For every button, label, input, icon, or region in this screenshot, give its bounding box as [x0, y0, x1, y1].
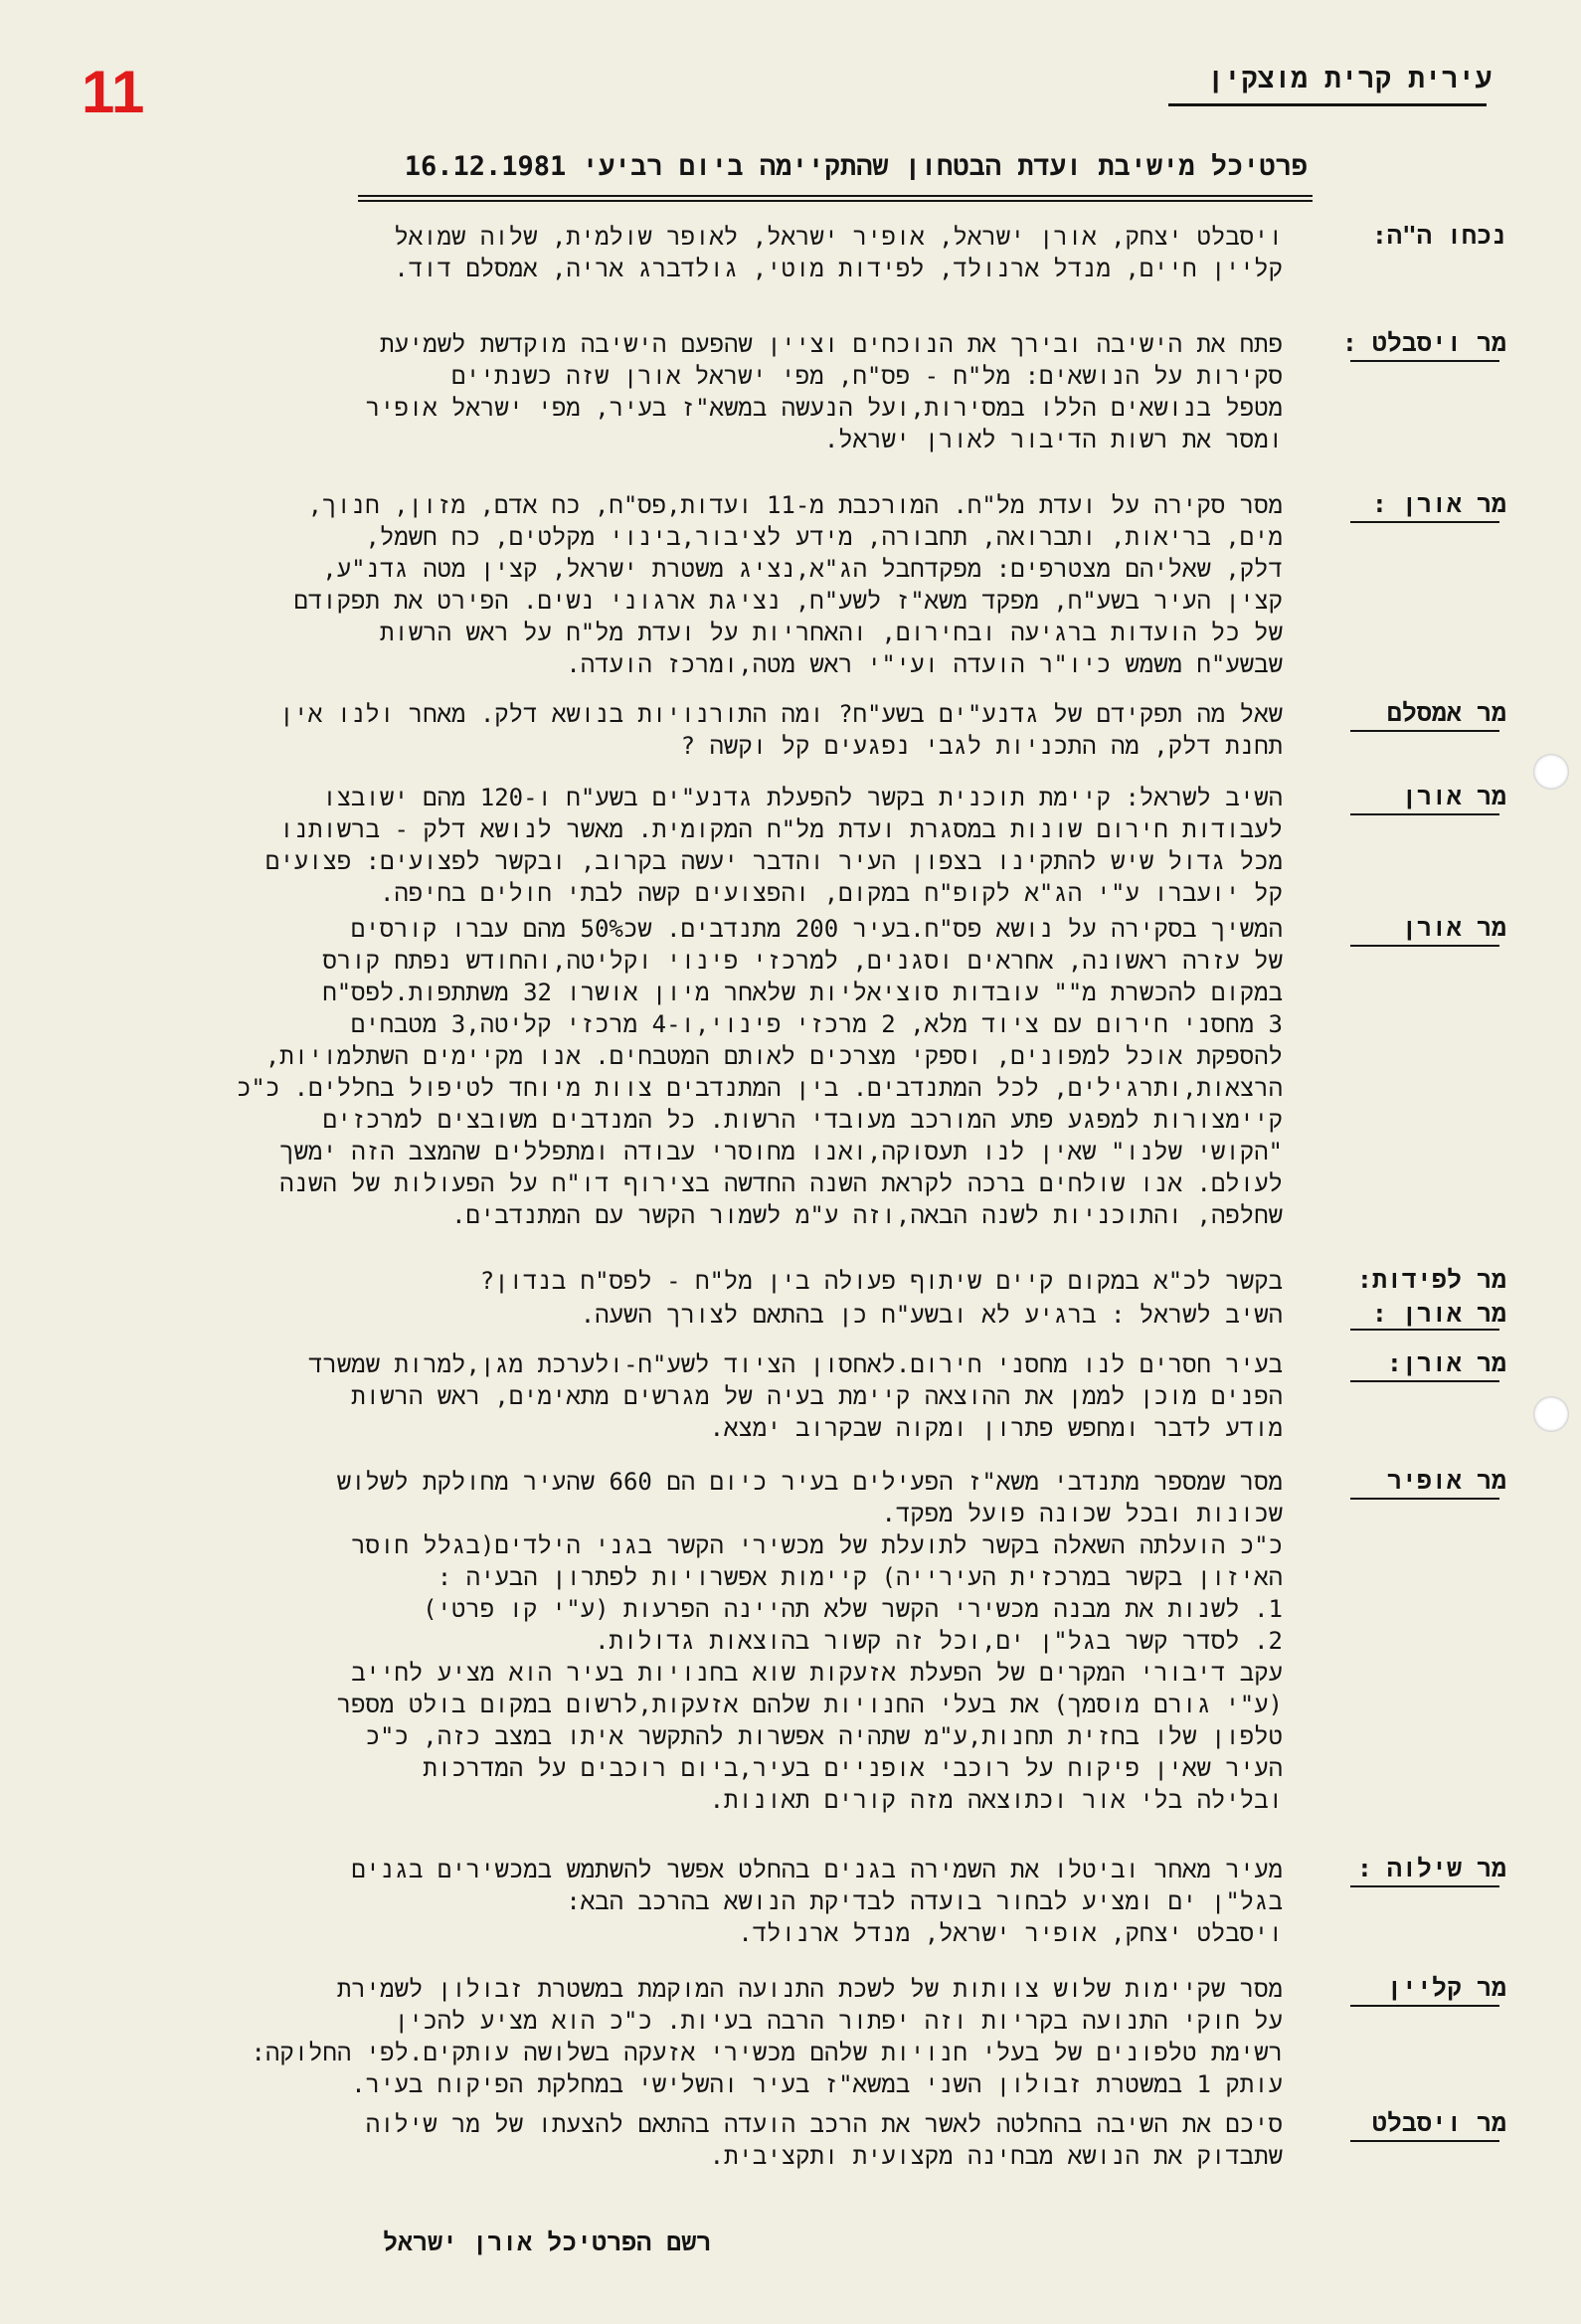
- section-label: מר אורן :: [1371, 489, 1506, 518]
- section-text: סיכם את השיבה בהחלטה לאשר את הרכב הועדה בהתאם להצעתו של מר שילוה שתבדוק את הנושא מבחינה מקצועית ותקציבית.: [365, 2110, 1283, 2170]
- section-label: מר אורן: [1401, 913, 1506, 942]
- page-number: 11: [82, 59, 145, 125]
- label-underline: [1350, 2140, 1499, 2142]
- section-label: מר אמסלם: [1386, 698, 1506, 727]
- section-text: השיב לשראל : ברגיע לא ובשע"ח כן בהתאם לצורך השעה.: [580, 1301, 1283, 1329]
- label-underline: [1350, 1329, 1499, 1331]
- section-text: ויסבלט יצחק, אורן ישראל, אופיר ישראל, לאופר שולמית, שלוה שמואל קליין חיים, מנדל ארנולד, לפידות מוטי, גולדברג אריה, אמסלם דוד.: [394, 223, 1283, 282]
- section-text: מסר שמספר מתנדבי משא"ז הפעילים בעיר כיום הם 660 שהעיר מחולקת לשלוש שכונות ובכל שכונה פועל מפקד. כ"כ הועלתה השאלה בקשר לתועלת של מכשירי הקשר בגני הילדים(בגלל חוסר האיזון בקשר במרכזית העירייה) קיימות אפשרויות לפתרון הבעיה : 1. לשנות את מבנה מכשירי הקשר שלא תהיינה הפרעות (ע"י קו פרטי) 2. לסדר קשר בגל"ן ים,וכל זה קשור בהוצאות גדולות. עקב דיבורי המקרים של הפעלת אזעקות שוא בחנויות בעיר הוא מציע לחייב (ע"י גורם מוסמך) את בעלי החנויות שלהם אזעקות,לרשום במקום בולט מספר טלפון שלו בחזית תחנות,ע"מ שתהיה אפשרות להתקשר איתו במצב כזה, כ"כ העיר שאין פיקוח על רוכבי אופניים בעיר,ביום רוכבים על המדרכות ובלילה בלי אור וכתוצאה מזה קורים תאונות.: [336, 1468, 1283, 1814]
- section-label: נכחו ה"ה:: [1371, 221, 1506, 250]
- label-underline: [1350, 730, 1499, 732]
- section-label: מר ויסבלט: [1371, 2108, 1506, 2137]
- section-label: מר שילוה :: [1356, 1854, 1506, 1882]
- letterhead-underline: [1168, 103, 1487, 106]
- section-text: מסר סקירה על ועדת מל"ח. המורכבת מ-11 ועדות,פס"ח, כח אדם, מזון, חנוך, מים, בריאות, ותברואה, תחבורה, מידע לציבור,בינוי מקלטים, כח חשמל, דלק, שאליהם מצטרפים: מפקדחבל הג"א,נציג משטרת ישראל, קצין מטה גדנ"ע, קצין העיר בשע"ח, מפקד משא"ז לשע"ח, נציגת ארגוני נשים. הפירט את תפקודם של כל הועדות ברגיעה ובחירום, והאחריות על ועדת מל"ח על ראש הרשות שבשע"ח משמש כיו"ר הועדה ועי"י ראש מטה,ומרכז הועדה.: [293, 491, 1283, 678]
- section-label: מר קליין: [1386, 1973, 1506, 2002]
- label-underline: [1350, 813, 1499, 815]
- title-underline-2: [358, 200, 1313, 202]
- label-underline: [1350, 1885, 1499, 1887]
- section-label: מר אופיר: [1386, 1466, 1506, 1495]
- section-text: פתח את הישיבה ובירך את הנוכחים וציין שהפעם הישיבה מוקדשת לשמיעת סקירות על הנושאים: מל"ח - פס"ח, מפי ישראל אורן שזה כשנתיים מטפל בנושאים הללו במסירות,ועל הנעשה במשא"ז בעיר, מפי ישראל אופיר ומסר את רשות הדיבור לאורן ישראל.: [365, 330, 1283, 453]
- section-text: שאל מה תפקידם של גדנע"ים בשע"ח? ומה התורנויות בנושא דלק. מאחר ולנו אין תחנת דלק, מה התכניות לגבי נפגעים קל וקשה ?: [279, 700, 1283, 760]
- label-underline: [1350, 945, 1499, 947]
- document-title: פרטיכל מישיבת ועדת הבטחון שהתקיימה ביום רביעי 16.12.1981: [404, 151, 1308, 182]
- section-label: מר לפידות:: [1356, 1265, 1506, 1294]
- recorder-signature-line: רשם הפרטיכל אורן ישראל: [383, 2228, 712, 2256]
- section-text: מסר שקיימות שלוש צוותות של לשכת התנועה המוקמת במשטרת זבולון לשמירת על חוקי התנועה בקריות וזה יפתור הרבה בעיות. כ"כ הוא מציע להכין רשימת טלפונים של בעלי חנויות שלהם מכשירי אזעקה בשלושה עותקים.לפי החלוקה: עותק 1 במשטרת זבולון השני במשא"ז בעיר והשלישי במחלקת הפיקוח בעיר.: [251, 1975, 1283, 2098]
- section-label: מר ויסבלט :: [1341, 328, 1506, 357]
- letterhead: עירית קרית מוצקין: [1207, 62, 1492, 94]
- title-underline: [358, 195, 1313, 197]
- label-underline: [1350, 1498, 1499, 1500]
- section-text: בעיר חסרים לנו מחסני חירום.לאחסון הציוד לשע"ח-ולערכת מגן,למרות שמשרד הפנים מוכן לממן את ההוצאה קיימת בעיה של מגרשים מתאימים, ראש הרשות מודע לדבר ומחפש פתרון ומקוה שבקרוב ימצא.: [308, 1350, 1283, 1442]
- section-text: מעיר מאחר וביטלו את השמירה בגנים בהחלט אפשר להשתמש במכשירים בגנים בגל"ן ים ומציע לבחור בועדה לבדיקת הנושא בהרכב הבא: ויסבלט יצחק, אופיר ישראל, מנדל ארנולד.: [351, 1856, 1283, 1947]
- section-text: השיב לשראל: קיימת תוכנית בקשר להפעלת גדנע"ים בשע"ח ו-120 מהם ישובצו לעבודות חירום שונות במסגרת ועדת מל"ח המקומית. מאשר לנושא דלק - ברשותנו מכל גדול שיש להתקינו בצפון העיר והדבר יעשה בקרוב, ובקשר לפצועים: פצועים קל יועברו ע"י הג"א לקופ"ח במקום, והפצועים קשה לבתי חולים בחיפה.: [264, 784, 1283, 907]
- label-underline: [1350, 521, 1499, 523]
- section-label: מר אורן: [1401, 782, 1506, 810]
- label-underline: [1350, 2005, 1499, 2007]
- punch-hole-icon: [1533, 754, 1569, 790]
- punch-hole-icon: [1533, 1396, 1569, 1432]
- label-underline: [1350, 1380, 1499, 1382]
- section-label: מר אורן :: [1371, 1299, 1506, 1328]
- section-label: מר אורן:: [1386, 1348, 1506, 1377]
- section-text: בקשר לכ"א במקום קיים שיתוף פעולה בין מל"ח - לפס"ח בנדון?: [479, 1267, 1283, 1295]
- section-text: המשיך בסקירה על נושא פס"ח.בעיר 200 מתנדבים. שכ50% מהם עברו קורסים של עזרה ראשונה, אחראים וסגנים, למרכזי פינוי וקליטה,והחודש נפתח קורס במקום להכשרת מ"" עובדות סוציאליות שלאחר מיון אושרו 32 משתתפות.לפס"ח 3 מחסני חירום עם ציוד מלא, 2 מרכזי פינוי,ו-4 מרכזי קליטה,3 מטבחים להספקת אוכל למפונים, וספקי מצרכים לאותם המטבחים. אנו מקיימים השתלמויות, הרצאות,ותרגילים, לכל המתנדבים. בין המתנדבים צוות מיוחד לטיפול בחללים. כ"כ קיימצורות למפגע פתע המורכב מעובדי הרשות. כל המנדבים משובצים למרכזים "הקושי שלנו" שאין לנו תעסוקה,ואנו מחוסרי עבודה ומתפללים שהמצב הזה ימשך לעולם. אנו שולחים ברכה לקראת השנה החדשה בצירוף דו"ח על הפעולות של השנה שחלפה, והתוכניות לשנה הבאה,וזה ע"מ לשמור הקשר עם המתנדבים.: [236, 915, 1283, 1229]
- label-underline: [1350, 360, 1499, 362]
